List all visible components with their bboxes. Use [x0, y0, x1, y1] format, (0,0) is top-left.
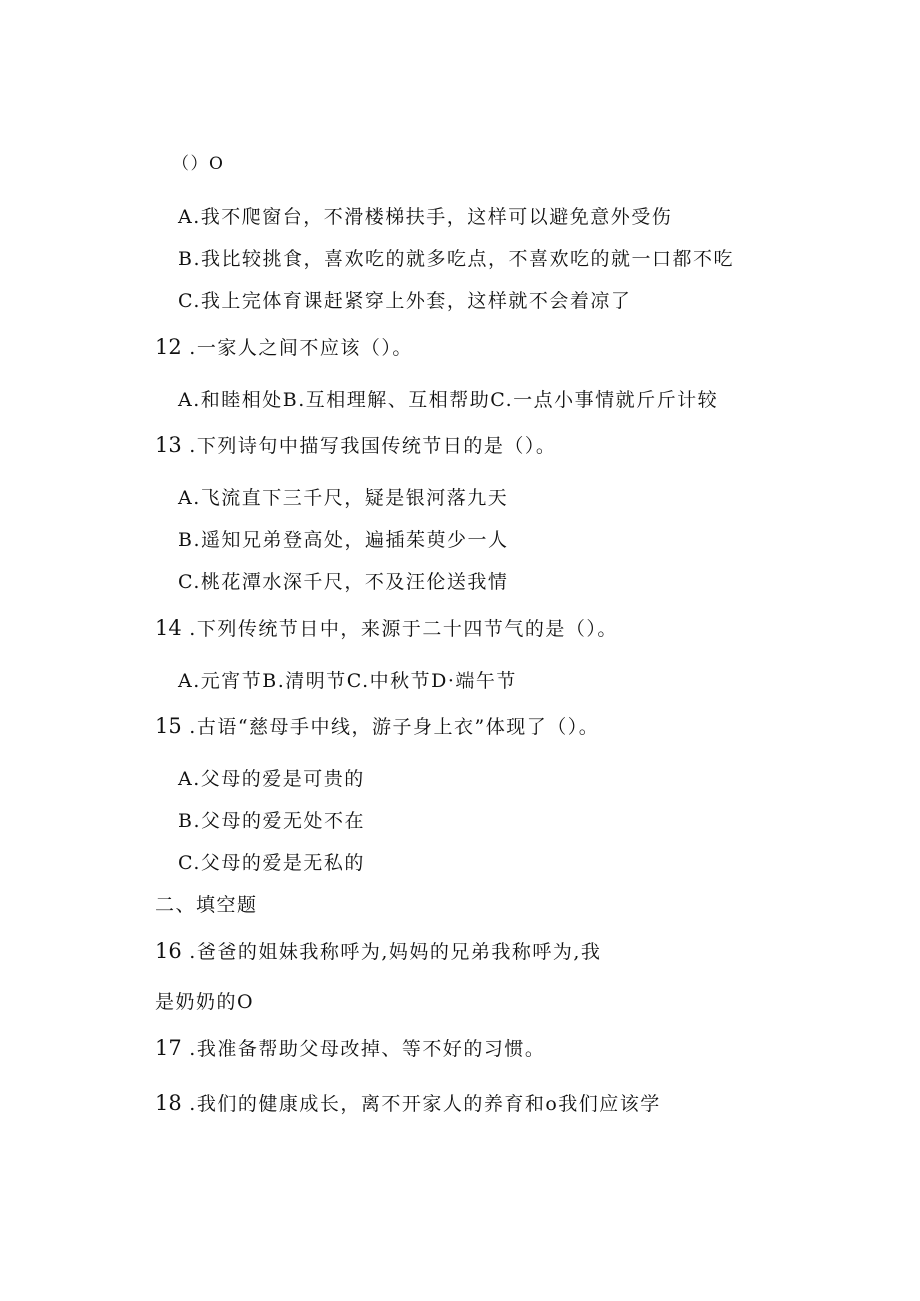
q16-number: 16 — [155, 939, 182, 963]
q16-stem — [155, 941, 601, 962]
q13-option-b: B.遥知兄弟登高处，遍插茱萸少一人 — [178, 529, 509, 551]
q16-text: .爸爸的姐妹我称呼为,妈妈的兄弟我称呼为,我 — [189, 941, 602, 963]
q11-tail: （）O — [172, 154, 225, 174]
q15-option-a: A.父母的爱是可贵的 — [178, 768, 365, 790]
q13-option-c: C.桃花潭水深千尺，不及汪伦送我情 — [178, 571, 509, 593]
q18-stem — [155, 1093, 661, 1114]
q12-stem — [155, 337, 413, 358]
q17-text: .我准备帮助父母改掉、等不好的习惯。 — [189, 1038, 546, 1060]
q15-option-c: C.父母的爱是无私的 — [178, 852, 365, 874]
q13-stem — [155, 435, 556, 456]
q15-text: .古语“慈母手中线，游子身上衣”体现了（）。 — [189, 716, 600, 738]
q18-text: .我们的健康成长，离不开家人的养育和o我们应该学 — [189, 1093, 661, 1115]
q12-options: A.和睦相处B.互相理解、互相帮助C.一点小事情就斤斤计较 — [178, 389, 719, 411]
q11-option-a: A.我不爬窗台，不滑楼梯扶手，这样可以避免意外受伤 — [178, 206, 673, 228]
q14-stem — [155, 618, 618, 639]
q15-number: 15 — [155, 714, 182, 738]
q16-continuation: 是奶奶的O — [155, 991, 255, 1013]
section-title: 二、填空题 — [155, 894, 258, 916]
q18-number: 18 — [155, 1091, 182, 1115]
q13-option-a: A.飞流直下三千尺，疑是银河落九天 — [178, 487, 509, 509]
q12-number: 12 — [155, 335, 182, 359]
q15-option-b: B.父母的爱无处不在 — [178, 810, 366, 832]
q17-stem — [155, 1038, 545, 1059]
q13-text: .下列诗句中描写我国传统节日的是（）。 — [189, 435, 557, 457]
q14-text: .下列传统节日中，来源于二十四节气的是（）。 — [189, 618, 618, 640]
q12-text: .一家人之间不应该（）。 — [189, 337, 413, 359]
q17-number: 17 — [155, 1036, 182, 1060]
q14-number: 14 — [155, 616, 182, 640]
q13-number: 13 — [155, 433, 182, 457]
q11-option-c: C.我上完体育课赶紧穿上外套，这样就不会着凉了 — [178, 290, 632, 312]
q11-option-b: B.我比较挑食，喜欢吃的就多吃点，不喜欢吃的就一口都不吃 — [178, 248, 735, 270]
q14-options: A.元宵节B.清明节C.中秋节D·端午节 — [178, 670, 517, 692]
q15-stem — [155, 716, 599, 737]
